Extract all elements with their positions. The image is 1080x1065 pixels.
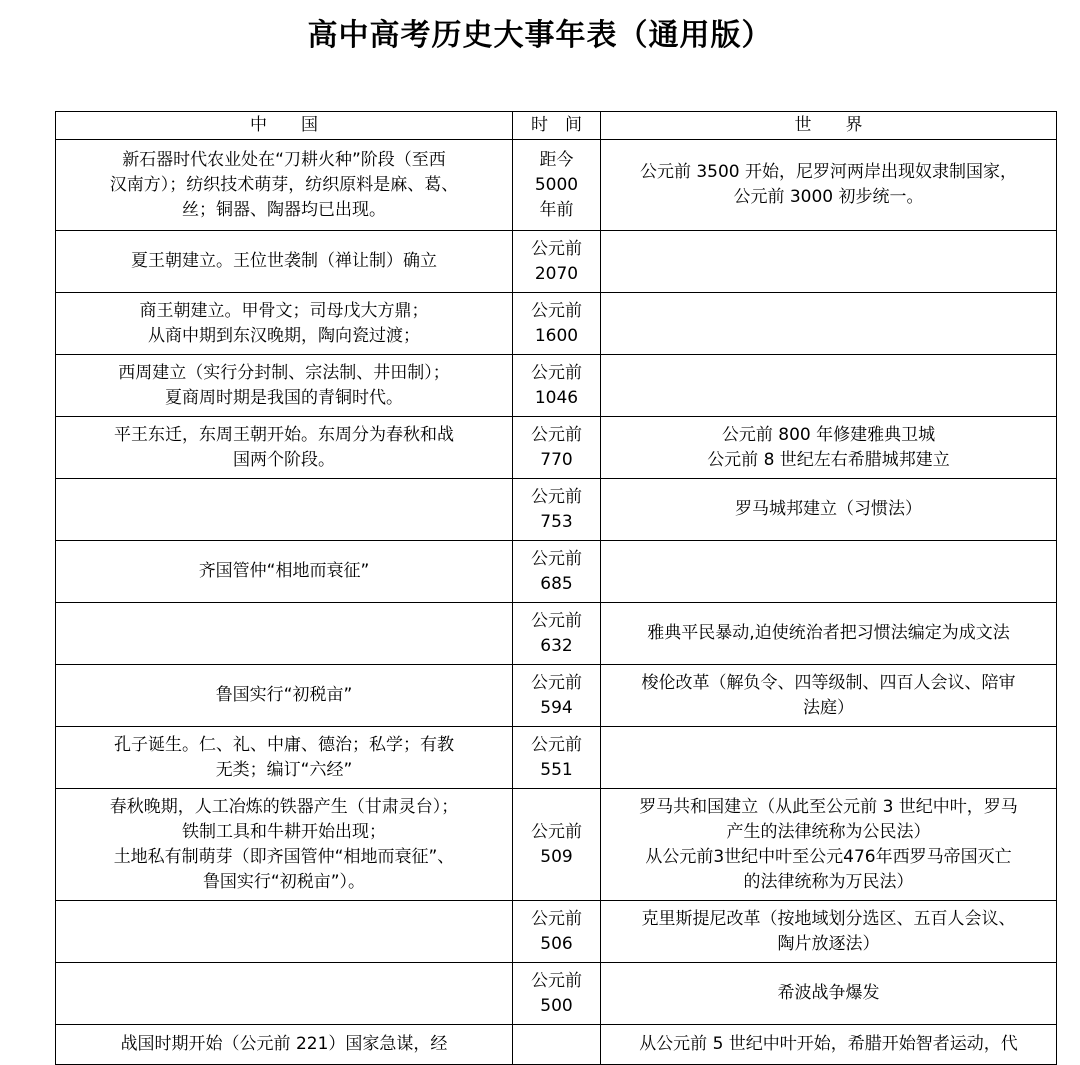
- table-row: [56, 140, 1057, 231]
- cell-world: [601, 901, 1057, 963]
- header-time: 时 间: [513, 112, 601, 140]
- table-row: [56, 665, 1057, 727]
- cell-time: [513, 963, 601, 1025]
- cell-china: [56, 417, 513, 479]
- cell-time: [513, 355, 601, 417]
- cell-world: [601, 293, 1057, 355]
- table-row: [56, 603, 1057, 665]
- cell-world: [601, 479, 1057, 541]
- cell-text-line: 公元前: [531, 238, 582, 259]
- cell-text-line: 克里斯提尼改革（按地域划分选区、五百人会议、: [641, 908, 1016, 929]
- cell-text-line: 公元前: [531, 548, 582, 569]
- cell-text-line: 公元前: [531, 821, 582, 842]
- table-row: [56, 789, 1057, 901]
- cell-text-line: 孔子诞生。仁、礼、中庸、德治；私学；有教: [114, 734, 454, 755]
- cell-china: [56, 963, 513, 1025]
- cell-text-line: 夏王朝建立。王位世袭制（禅让制）确立: [131, 251, 437, 271]
- cell-china: [56, 541, 513, 603]
- cell-text-line: 公元前: [531, 362, 582, 383]
- table-row: [56, 355, 1057, 417]
- table-row: [56, 293, 1057, 355]
- table-row: [56, 479, 1057, 541]
- cell-text-line: 公元前: [531, 672, 582, 693]
- cell-text-line: 公元前: [531, 908, 582, 929]
- cell-text-line: 从商中期到东汉晚期，陶向瓷过渡；: [148, 325, 420, 346]
- cell-time: [513, 901, 601, 963]
- cell-world: [601, 541, 1057, 603]
- cell-text-line: 汉南方）；纺织技术萌芽，纺织原料是麻、葛、: [109, 174, 459, 195]
- table-row: [56, 963, 1057, 1025]
- table-row: [56, 417, 1057, 479]
- cell-time: [513, 541, 601, 603]
- cell-text-line: 2070: [534, 263, 579, 284]
- cell-text-line: 年前: [539, 199, 574, 220]
- table-row: [56, 1025, 1057, 1065]
- table-row: [56, 231, 1057, 293]
- cell-world: [601, 140, 1057, 231]
- cell-text-line: 希波战争爆发: [777, 983, 880, 1003]
- history-timeline-table: [55, 111, 1057, 1065]
- cell-text-line: 无类；编订“六经”: [215, 759, 353, 780]
- cell-world: [601, 1025, 1057, 1065]
- cell-text-line: 1600: [534, 325, 579, 346]
- page-title: 高中高考历史大事年表（通用版）: [307, 18, 773, 53]
- cell-china: [56, 140, 513, 231]
- cell-china: [56, 727, 513, 789]
- cell-text-line: 509: [540, 846, 573, 867]
- cell-text-line: 雅典平民暴动,迫使统治者把习惯法编定为成文法: [647, 623, 1010, 643]
- cell-text-line: 594: [540, 697, 573, 718]
- cell-china: [56, 789, 513, 901]
- cell-time: [513, 603, 601, 665]
- cell-text-line: 公元前 3500 开始，尼罗河两岸出现奴隶制国家，: [639, 162, 1018, 182]
- cell-world: [601, 963, 1057, 1025]
- cell-text-line: 公元前: [531, 970, 582, 991]
- cell-text-line: 西周建立（实行分封制、宗法制、井田制）；: [118, 362, 450, 383]
- cell-text-line: 551: [540, 759, 573, 780]
- cell-time: [513, 789, 601, 901]
- table-row: [56, 541, 1057, 603]
- cell-text-line: 战国时期开始（公元前 221）国家急谋，经: [120, 1034, 448, 1054]
- cell-text-line: 夏商周时期是我国的青铜时代。: [165, 387, 403, 408]
- cell-china: [56, 665, 513, 727]
- cell-text-line: 铁制工具和牛耕开始出现；: [182, 821, 386, 842]
- cell-time: [513, 1025, 601, 1065]
- cell-text-line: 土地私有制萌芽（即齐国管仲“相地而衰征”、: [113, 846, 455, 867]
- cell-text-line: 春秋晚期，人工冶炼的铁器产生（甘肃灵台）；: [109, 796, 459, 817]
- cell-world: [601, 417, 1057, 479]
- cell-text-line: 鲁国实行“初税亩”: [215, 685, 353, 705]
- cell-text-line: 丝；铜器、陶器均已出现。: [182, 199, 386, 220]
- cell-china: [56, 355, 513, 417]
- cell-text-line: 国两个阶段。: [233, 449, 335, 470]
- cell-world: [601, 603, 1057, 665]
- cell-text-line: 法庭）: [803, 697, 854, 718]
- header-world: 世 界: [601, 112, 1057, 140]
- cell-text-line: 从公元前 5 世纪中叶开始，希腊开始智者运动，代: [639, 1034, 1018, 1054]
- cell-time: [513, 417, 601, 479]
- cell-text-line: 1046: [534, 387, 579, 408]
- cell-text-line: 506: [540, 933, 573, 954]
- cell-time: [513, 231, 601, 293]
- cell-text-line: 新石器时代农业处在“刀耕火种”阶段（至西: [122, 149, 446, 170]
- cell-text-line: 632: [540, 635, 573, 656]
- cell-text-line: 公元前 3000 初步统一。: [733, 187, 924, 207]
- cell-time: [513, 727, 601, 789]
- cell-text-line: 770: [540, 449, 573, 470]
- cell-time: [513, 665, 601, 727]
- cell-world: [601, 665, 1057, 727]
- cell-text-line: 梭伦改革（解负令、四等级制、四百人会议、陪审: [641, 672, 1016, 693]
- cell-china: [56, 901, 513, 963]
- cell-text-line: 公元前 8 世纪左右希腊城邦建立: [707, 449, 950, 470]
- cell-china: [56, 293, 513, 355]
- cell-text-line: 陶片放逐法）: [777, 933, 880, 954]
- cell-text-line: 公元前: [531, 610, 582, 631]
- cell-world: [601, 789, 1057, 901]
- cell-text-line: 685: [540, 573, 573, 594]
- cell-text-line: 5000: [534, 174, 579, 195]
- cell-world: [601, 727, 1057, 789]
- cell-text-line: 公元前: [531, 734, 582, 755]
- cell-text-line: 商王朝建立。甲骨文；司母戊大方鼎；: [139, 300, 429, 321]
- cell-text-line: 距今: [539, 149, 574, 170]
- cell-text-line: 公元前: [531, 300, 582, 321]
- cell-text-line: 产生的法律统称为公民法）: [726, 821, 931, 842]
- cell-text-line: 公元前 800 年修建雅典卫城: [721, 424, 936, 445]
- cell-text-line: 罗马城邦建立（习惯法）: [735, 499, 922, 519]
- cell-world: [601, 355, 1057, 417]
- cell-china: [56, 479, 513, 541]
- cell-text-line: 500: [540, 995, 573, 1016]
- cell-text-line: 753: [540, 511, 573, 532]
- cell-text-line: 公元前: [531, 486, 582, 507]
- cell-text-line: 罗马共和国建立（从此至公元前 3 世纪中叶，罗马: [639, 796, 1018, 817]
- cell-time: [513, 140, 601, 231]
- cell-text-line: 公元前: [531, 424, 582, 445]
- cell-world: [601, 231, 1057, 293]
- cell-text-line: 从公元前3世纪中叶至公元476年西罗马帝国灭亡: [645, 846, 1012, 867]
- cell-text-line: 平王东迁，东周王朝开始。东周分为春秋和战: [114, 424, 454, 445]
- table-row: [56, 901, 1057, 963]
- header-china: 中 国: [56, 112, 513, 140]
- cell-text-line: 鲁国实行“初税亩”）。: [202, 871, 366, 892]
- cell-text-line: 的法律统称为万民法）: [743, 871, 914, 892]
- cell-china: [56, 1025, 513, 1065]
- cell-time: [513, 293, 601, 355]
- cell-time: [513, 479, 601, 541]
- cell-china: [56, 603, 513, 665]
- cell-text-line: 齐国管仲“相地而衰征”: [198, 561, 370, 581]
- cell-china: [56, 231, 513, 293]
- table-header-row: [56, 112, 1057, 140]
- table-row: [56, 727, 1057, 789]
